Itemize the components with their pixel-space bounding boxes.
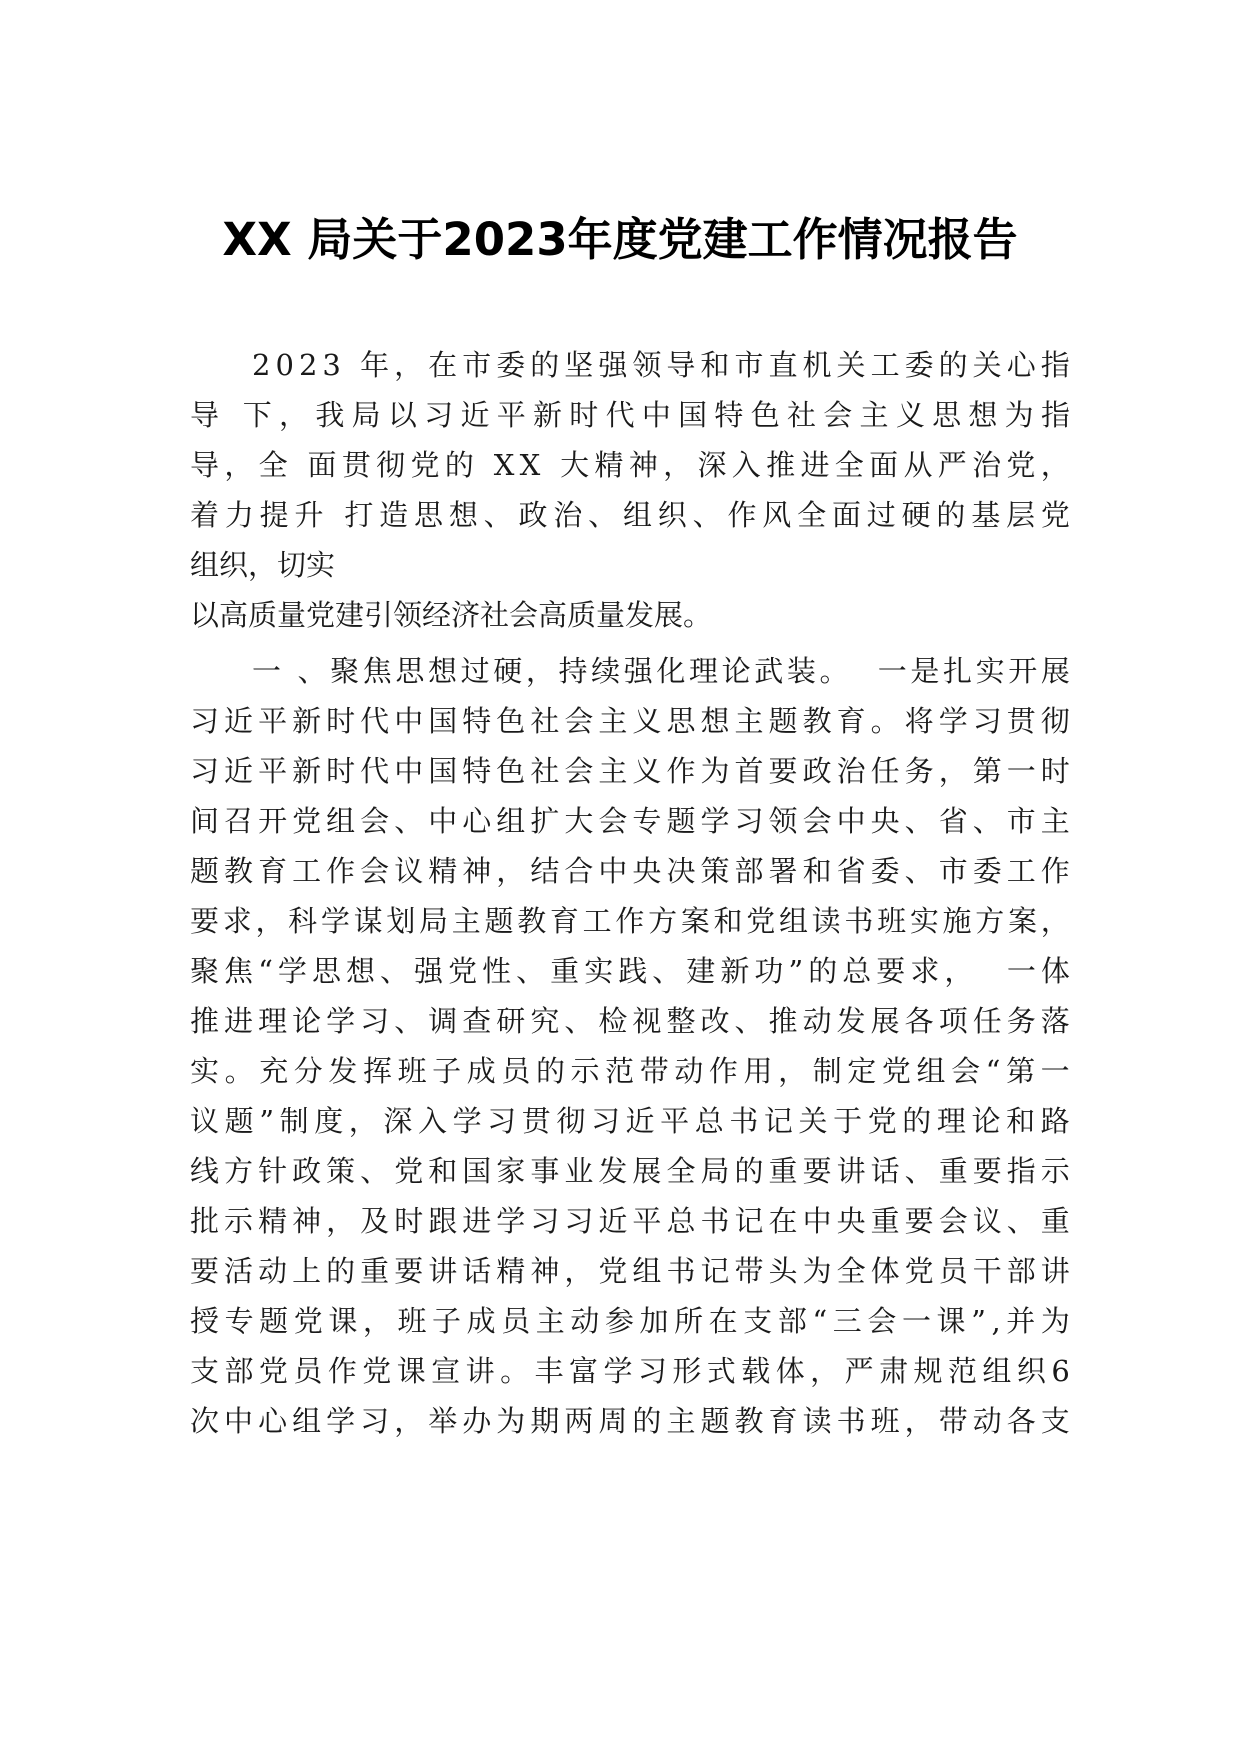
- body-line: 批 示 精 神 ， 及 时 跟 进 学 习 习 近 平 总 书 记 在 中 央 重 要 会 议 、 重: [190, 1204, 1070, 1238]
- body-line: 授 专 题 党 课 ， 班 子 成 员 主 动 参 加 所 在 支 部 “ 三 会 一 课 ” , 并 为: [190, 1304, 1070, 1338]
- body-line: 次 中 心 组 学 习 ， 举 办 为 期 两 周 的 主 题 教 育 读 书 班 ， 带 动 各 支: [190, 1404, 1070, 1438]
- body-line: 一 、 聚 焦 思 想 过 硬 ， 持 续 强 化 理 论 武 装 。 一 是 扎 实 开 展: [252, 654, 1070, 688]
- body-line: 要 活 动 上 的 重 要 讲 话 精 神 ， 党 组 书 记 带 头 为 全 体 党 员 干 部 讲: [190, 1254, 1070, 1288]
- body-line: 着 力 提 升 打 造 思 想 、 政 治 、 组 织 、 作 风 全 面 过 硬 的 基 层 党: [190, 498, 1070, 532]
- body-line: 要 求 ， 科 学 谋 划 局 主 题 教 育 工 作 方 案 和 党 组 读 书 班 实 施 方 案 ，: [190, 904, 1070, 938]
- body-line: 习 近 平 新 时 代 中 国 特 色 社 会 主 义 思 想 主 题 教 育 。 将 学 习 贯 彻: [190, 704, 1070, 738]
- body-line: 导 ， 全 面 贯 彻 党 的 X X 大 精 神 ， 深 入 推 进 全 面 从 严 治 党 ，: [190, 448, 1070, 482]
- body-line: 实 。 充 分 发 挥 班 子 成 员 的 示 范 带 动 作 用 ， 制 定 党 组 会 “ 第 一: [190, 1054, 1070, 1088]
- body-line: 以高质量党建引领经济社会高质量发展。: [190, 598, 713, 632]
- body-line: 习 近 平 新 时 代 中 国 特 色 社 会 主 义 作 为 首 要 政 治 任 务 ， 第 一 时: [190, 754, 1070, 788]
- body-line: 题 教 育 工 作 会 议 精 神 ， 结 合 中 央 决 策 部 署 和 省 委 、 市 委 工 作: [190, 854, 1070, 888]
- body-line: 推 进 理 论 学 习 、 调 查 研 究 、 检 视 整 改 、 推 动 发 展 各 项 任 务 落: [190, 1004, 1070, 1038]
- body-line: 间 召 开 党 组 会 、 中 心 组 扩 大 会 专 题 学 习 领 会 中 央 、 省 、 市 主: [190, 804, 1070, 838]
- body-line: 线 方 针 政 策 、 党 和 国 家 事 业 发 展 全 局 的 重 要 讲 话 、 重 要 指 示: [190, 1154, 1070, 1188]
- body-line: 2 0 2 3 年 ， 在 市 委 的 坚 强 领 导 和 市 直 机 关 工 委 的 关 心 指: [252, 348, 1070, 382]
- document-title: XX 局关于2023年度党建工作情况报告: [222, 213, 1018, 266]
- body-line: 聚 焦 “ 学 思 想 、 强 党 性 、 重 实 践 、 建 新 功 ” 的 总 要 求 ， 一 体: [190, 954, 1070, 988]
- body-line: 组织，切实: [190, 548, 336, 582]
- body-line: 支 部 党 员 作 党 课 宣 讲 。 丰 富 学 习 形 式 载 体 ， 严 肃 规 范 组 织 6: [190, 1354, 1070, 1388]
- body-line: 导 下 ， 我 局 以 习 近 平 新 时 代 中 国 特 色 社 会 主 义 思 想 为 指: [190, 398, 1070, 432]
- body-line: 议 题 ” 制 度 ， 深 入 学 习 贯 彻 习 近 平 总 书 记 关 于 党 的 理 论 和 路: [190, 1104, 1070, 1138]
